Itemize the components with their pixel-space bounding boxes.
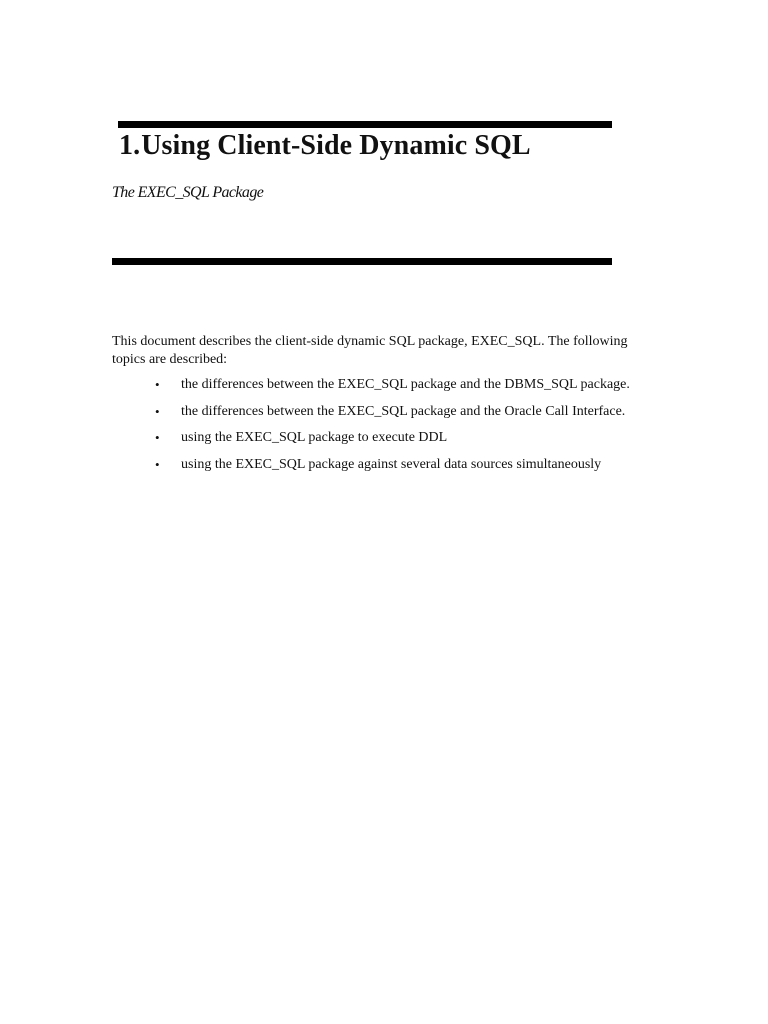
list-item-text: the differences between the EXEC_SQL package and the DBMS_SQL package. [181,377,630,392]
bullet-icon: • [155,377,160,392]
chapter-title-text: Using Client-Side Dynamic SQL [141,130,531,161]
list-item-text: using the EXEC_SQL package to execute DDL [181,430,448,445]
bullet-icon: • [155,403,160,419]
bottom-rule [112,258,612,265]
intro-paragraph: This document describes the client-side dynamic SQL package, EXEC_SQL. The following topics are described: [112,334,628,367]
list-item [112,403,630,430]
list-item-text: using the EXEC_SQL package against several data sources simultaneously [181,456,602,472]
list-item-text: the differences between the EXEC_SQL package and the Oracle Call Interface. [181,403,626,419]
list-item [112,429,630,456]
bullet-icon: • [155,456,160,472]
bullet-icon: • [155,430,160,445]
topics-list [112,376,630,482]
list-item [112,456,630,483]
top-rule [118,121,612,128]
list-item [112,376,630,403]
chapter-title [119,130,531,162]
chapter-subtitle: The EXEC_SQL Package [112,184,264,201]
chapter-number: 1. [119,130,141,161]
